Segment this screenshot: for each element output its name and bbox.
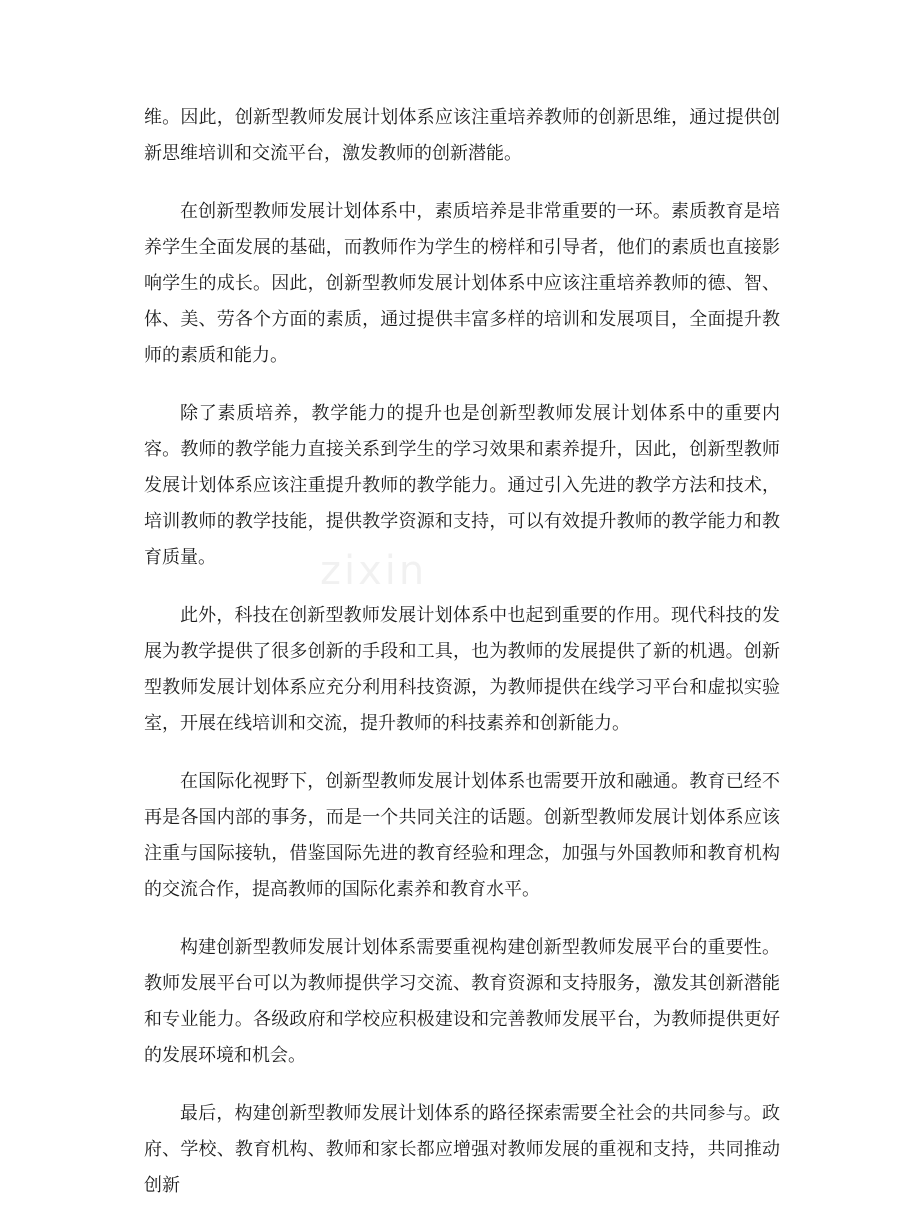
paragraph-development-platform: 构建创新型教师发展计划体系需要重视构建创新型教师发展平台的重要性。教师发展平台可以为教师提供学习交流、教育资源和支持服务，激发其创新潜能和专业能力。各级政府和学校应积极建设和完善教师发展平台，为教师提供更好的发展环境和机会。	[144, 937, 780, 1066]
watermark-text: zixin	[320, 548, 428, 594]
paragraph-1-continuation: 维。因此，创新型教师发展计划体系应该注重培养教师的创新思维，通过提供创新思维培训和交流平台，激发教师的创新潜能。	[144, 107, 780, 164]
paragraph-internationalization: 在国际化视野下，创新型教师发展计划体系也需要开放和融通。教育已经不再是各国内部的事务，而是一个共同关注的话题。创新型教师发展计划体系应该注重与国际接轨，借鉴国际先进的教育经验和理念，加强与外国教师和教育机构的交流合作，提高教师的国际化素养和教育水平。	[144, 771, 780, 900]
document-body	[144, 100, 780, 1226]
paragraph-teaching-ability: 除了素质培养，教学能力的提升也是创新型教师发展计划体系中的重要内容。教师的教学能力直接关系到学生的学习效果和素养提升，因此，创新型教师发展计划体系应该注重提升教师的教学能力。通过引入先进的教学方法和技术，培训教师的教学技能，提供教学资源和支持，可以有效提升教师的教学能力和教育质量。	[144, 403, 780, 568]
paragraph-conclusion: 最后，构建创新型教师发展计划体系的路径探索需要全社会的共同参与。政府、学校、教育机构、教师和家长都应增强对教师发展的重视和支持，共同推动创新	[144, 1103, 780, 1196]
paragraph-technology: 此外，科技在创新型教师发展计划体系中也起到重要的作用。现代科技的发展为教学提供了很多创新的手段和工具，也为教师的发展提供了新的机遇。创新型教师发展计划体系应充分利用科技资源，为教师提供在线学习平台和虚拟实验室，开展在线培训和交流，提升教师的科技素养和创新能力。	[144, 605, 780, 734]
paragraph-quality-cultivation: 在创新型教师发展计划体系中，素质培养是非常重要的一环。素质教育是培养学生全面发展的基础，而教师作为学生的榜样和引导者，他们的素质也直接影响学生的成长。因此，创新型教师发展计划体系中应该注重培养教师的德、智、体、美、劳各个方面的素质，通过提供丰富多样的培训和发展项目，全面提升教师的素质和能力。	[144, 201, 780, 366]
